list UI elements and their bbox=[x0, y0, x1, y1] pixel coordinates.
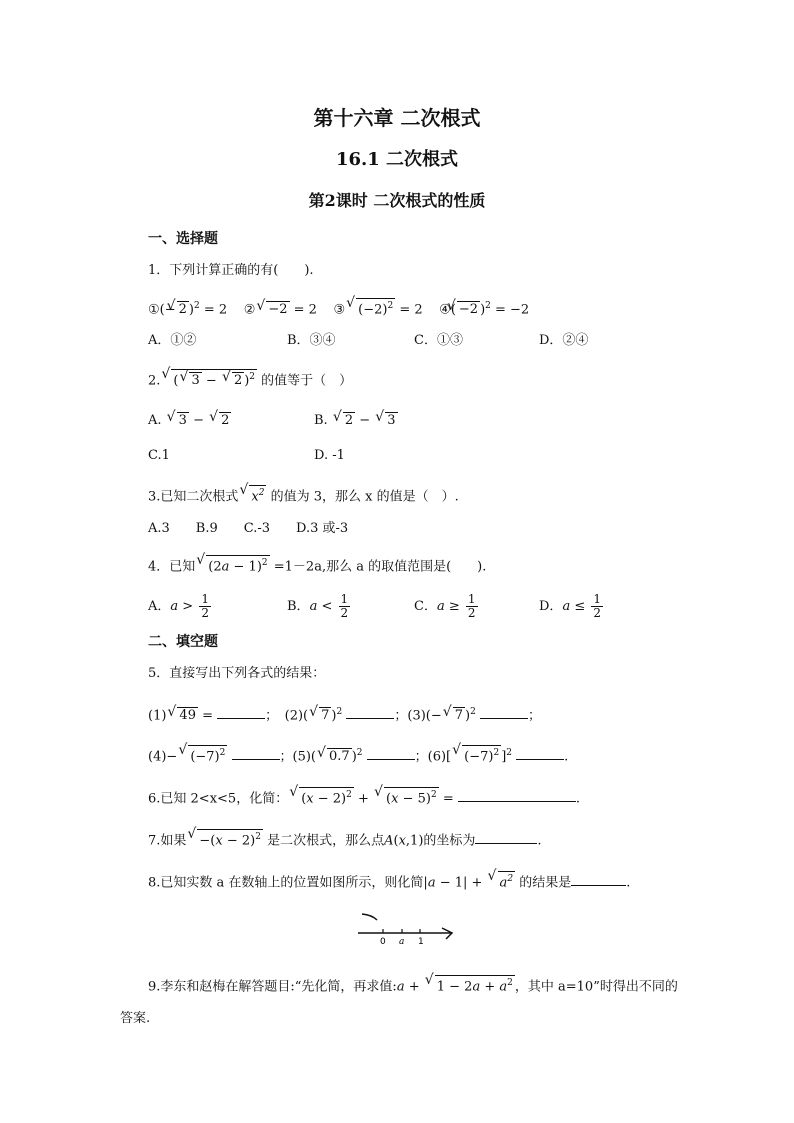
q3-stem: 3.已知二次根式√ $x^2$ 的值为 3，那么 x 的值是（ ）. bbox=[148, 485, 459, 506]
q2-option-c: C.1 bbox=[148, 448, 170, 463]
q4-option-c: C．a ≥ $\frac{1}{2}$ bbox=[414, 592, 476, 620]
q9-line2: 答案. bbox=[120, 1011, 151, 1026]
q1-option-d: D．②④ bbox=[539, 333, 589, 348]
lesson-title: 第2课时 二次根式的性质 bbox=[308, 191, 486, 210]
q1-stem: 1．下列计算正确的有( ). bbox=[148, 263, 314, 278]
q2-option-d: D. -1 bbox=[314, 448, 345, 463]
q7-stem: 7.如果√ $-(x - 2)^2$ 是二次根式，那么点A(x,1)的坐标为 . bbox=[148, 829, 542, 850]
q1-items: ①(−√ 2 )$^2$ = 2 ②√ −2 = 2 ③√ $(-2)^2 = 2$ ④(√ −2 )$^2$ = −2 bbox=[148, 297, 529, 319]
q4-stem: 4．已知√ $(2a - 1)^2 =1-2a$,那么 a 的取值范围是( ). bbox=[148, 555, 486, 576]
label-a: a bbox=[399, 937, 405, 947]
q5-row2: (4)−√ $(-7)^2$ ；(5)(√ 0.7 )$^2$ ；(6)[√ $(-7)^2$ ]$^2$ . bbox=[148, 744, 568, 766]
q4-option-a: A．a > $\frac{1}{2}$ bbox=[148, 592, 209, 620]
section-choice: 一、选择题 bbox=[148, 231, 218, 247]
q6-stem: 6.已知 2<x<5，化简：√ $(x - 2)^2$ + √ $(x - 5)^2$ = . bbox=[148, 787, 580, 808]
label-1: 1 bbox=[418, 937, 424, 947]
q4-option-d: D．a ≤ $\frac{1}{2}$ bbox=[539, 592, 602, 620]
section-title: 16.1 二次根式 bbox=[335, 149, 459, 170]
q2-option-a: A. √ 3 − √ 2 bbox=[148, 412, 231, 430]
number-line-figure bbox=[350, 912, 460, 948]
q3-options: A.3 B.9 C.-3 D.3 或-3 bbox=[148, 521, 349, 536]
q2-stem: 2.√ (√ 3 − √ 2 )$^2$ 的值等于（ ） bbox=[148, 369, 352, 390]
label-0: 0 bbox=[380, 937, 386, 947]
q9-line1: 9.李东和赵梅在解答题目:“先化简，再求值:a + √ $1 - 2a + a^2$ ，其中 a=10”时得出不同的 bbox=[148, 975, 678, 996]
number-line-mark bbox=[362, 914, 377, 920]
section-fill: 二、填空题 bbox=[148, 634, 218, 650]
q1-option-b: B．③④ bbox=[287, 333, 336, 348]
q1-option-a: A．①② bbox=[148, 333, 197, 348]
q1-option-c: C．①③ bbox=[414, 333, 463, 348]
q2-option-b: B. √ 2 − √ 3 bbox=[314, 412, 398, 430]
chapter-title: 第十六章 二次根式 bbox=[313, 106, 481, 130]
q8-stem: 8.已知实数 a 在数轴上的位置如图所示，则化简|a − 1| + √ $a^2$ 的结果是 . bbox=[148, 871, 630, 892]
q4-option-b: B．a < $\frac{1}{2}$ bbox=[287, 592, 349, 620]
q5-row1: (1)√ 49 = ； (2)(√ 7 )$^2$ ；(3)(−√ 7 )$^2$ ； bbox=[148, 703, 541, 725]
q5-stem: 5．直接写出下列各式的结果： bbox=[148, 666, 326, 681]
